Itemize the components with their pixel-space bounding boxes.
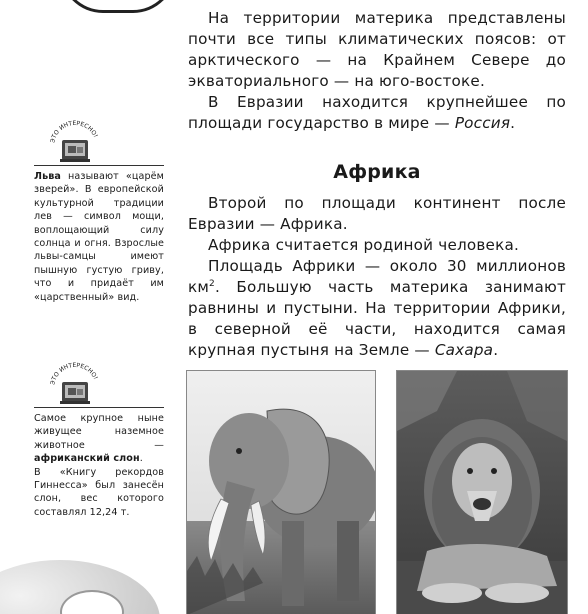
main-text-column (188, 8, 566, 361)
interesting-fact-badge-icon (46, 358, 104, 408)
lion-photo (396, 370, 568, 614)
section-heading-africa: Африка (333, 161, 421, 183)
sidebar-fact-elephant: Самое крупное ныне живущее наземное животное — африканский слон. В «Книгу рекордов Гиннесса» был занесён слон, вес которого составлял 12,24 т. (34, 413, 164, 518)
sidebar-rule (34, 165, 164, 166)
badge-label: ЭТО ИНТЕРЕСНО! (49, 361, 99, 386)
lion-illustration (397, 371, 567, 614)
paragraph-second-continent: Второй по площади континент после Евразии — Африка. (188, 194, 566, 233)
sidebar-fact-lion: Льва называют «царём зверей». В европейской культурной традиции лев — символ мощи, воплощающий силу солнца и огня. Взрослые львы-самцы имеют пышную густую гриву, что и придаёт им «царственный» вид. (34, 171, 164, 303)
elephant-illustration (187, 371, 375, 614)
russia-term: Россия (454, 114, 511, 132)
sahara-term: Сахара (434, 341, 494, 359)
paragraph-russia: В Евразии находится крупнейшее по площади государство в мире — Россия. (188, 93, 566, 132)
badge-label: ЭТО ИНТЕРЕСНО! (49, 119, 99, 144)
decorative-arc-top (60, 0, 176, 13)
paragraph-area: Площадь Африки — около 30 миллионов $км^2$. Большую часть материка занимают равнины и пустыни. На территории Африки, в северной её части, находится самая крупная пустыня на Земле — Сахара. (188, 257, 566, 359)
interesting-fact-badge-icon (46, 116, 104, 166)
paragraph-climate: На территории материка представлены почти все типы климатических поясов: от арктического — на Крайнем Севере до экваториального — на юго-востоке. (188, 9, 566, 90)
africa-section (188, 193, 566, 361)
sidebar-rule (34, 407, 164, 408)
african-elephant-term: африканский слон (34, 453, 140, 465)
superscript-2: 2 (209, 278, 215, 289)
lion-term: Льва (34, 171, 61, 182)
paragraph-birthplace: Африка считается родиной человека. (208, 236, 519, 254)
elephant-photo (186, 370, 376, 614)
